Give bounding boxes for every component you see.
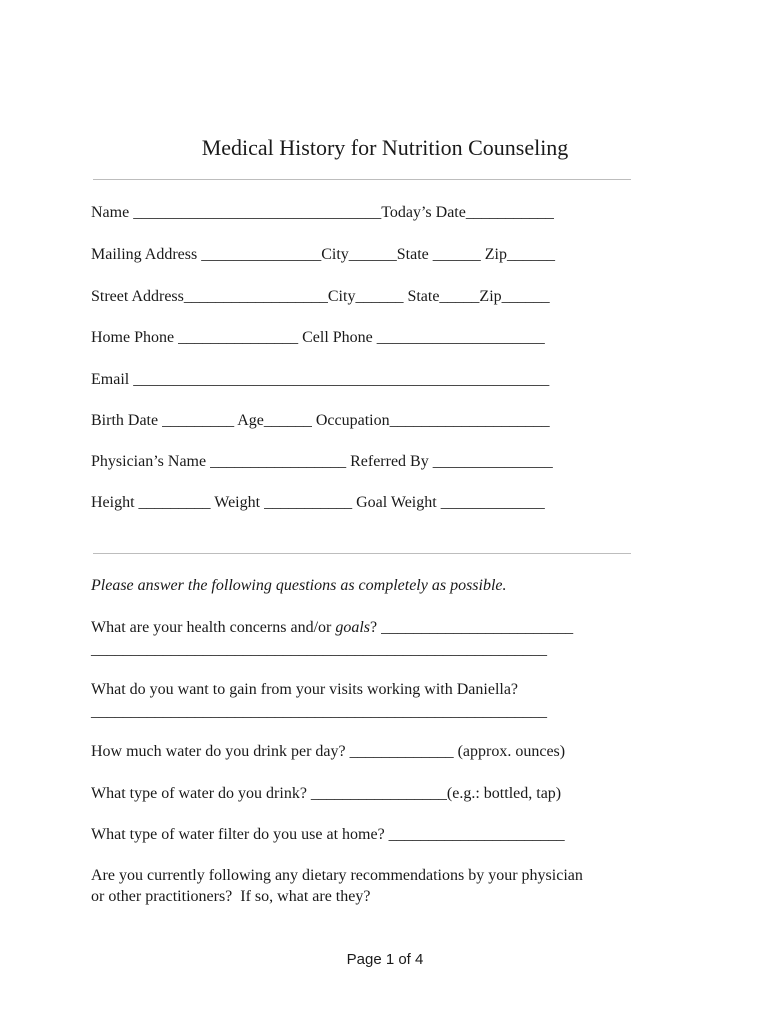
water-type-question[interactable]: What type of water do you drink? _________________(e.g.: bottled, tap) (91, 785, 562, 802)
street-address-field-line[interactable]: Street Address__________________City______ State_____Zip______ (91, 288, 550, 305)
water-filter-question[interactable]: What type of water filter do you use at home? ______________________ (91, 826, 565, 843)
water-amount-question[interactable]: How much water do you drink per day? _____________ (approx. ounces) (91, 743, 566, 760)
top-divider (93, 179, 631, 180)
health-goals-word: goals (335, 619, 371, 636)
email-field-line[interactable]: Email ____________________________________________________ (91, 371, 550, 388)
health-concerns-question[interactable] (91, 617, 636, 638)
height-weight-field-line[interactable]: Height _________ Weight ___________ Goal Weight _____________ (91, 494, 545, 511)
dietary-question-line2: or other practitioners? If so, what are they? (91, 888, 371, 905)
dietary-question-line1: Are you currently following any dietary recommendations by your physician (91, 867, 583, 884)
section-divider (93, 553, 631, 554)
page-number: Page 1 of 4 (346, 951, 424, 968)
physician-referral-field-line[interactable]: Physician’s Name _________________ Referred By _______________ (91, 453, 553, 470)
form-title: Medical History for Nutrition Counseling (201, 135, 569, 160)
health-concerns-suffix: ? ________________________ (370, 619, 574, 636)
health-concerns-prefix: What are your health concerns and/or (91, 619, 336, 636)
birth-age-occupation-field-line[interactable]: Birth Date _________ Age______ Occupation____________________ (91, 412, 550, 429)
name-date-field-line[interactable]: Name _______________________________Today’s Date___________ (91, 204, 554, 221)
health-concerns-answer-line[interactable]: _________________________________________________________ (91, 641, 547, 658)
mailing-address-field-line[interactable]: Mailing Address _______________City______State ______ Zip______ (91, 246, 555, 263)
instructions-text: Please answer the following questions as completely as possible. (91, 577, 507, 594)
gain-answer-line[interactable]: _________________________________________________________ (91, 703, 547, 720)
phone-field-line[interactable]: Home Phone _______________ Cell Phone _____________________ (91, 329, 545, 346)
gain-question: What do you want to gain from your visits working with Daniella? (91, 681, 519, 698)
